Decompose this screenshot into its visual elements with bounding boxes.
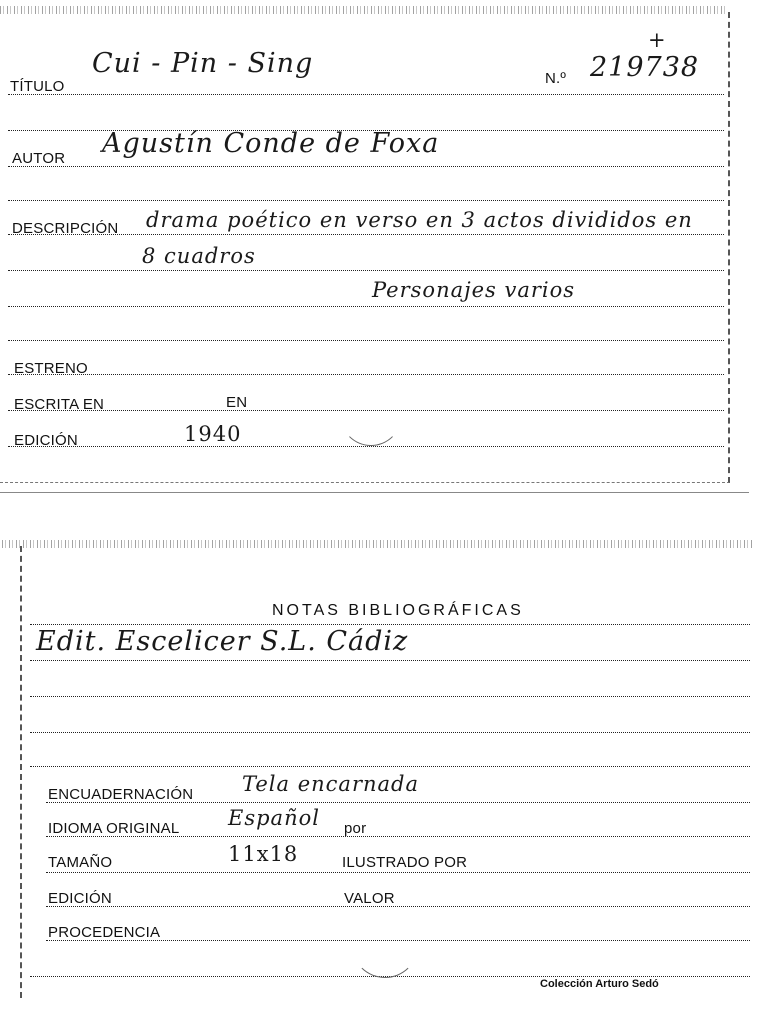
card-divider: [0, 492, 749, 493]
autor-rule: [8, 166, 724, 167]
descripcion-line-3: Personajes varios: [372, 278, 576, 302]
en-label: EN: [226, 394, 248, 411]
notas-rule-4: [30, 732, 750, 733]
rule-6: [8, 270, 724, 271]
rule-8: [8, 340, 724, 341]
edicion-back-rule: [46, 906, 750, 907]
card-back-top-edge: [2, 540, 752, 548]
notas-rule-5: [30, 766, 750, 767]
edicion-value: 1940: [184, 422, 242, 446]
ilustrado-label: ILUSTRADO POR: [342, 854, 468, 871]
idioma-value: Español: [228, 806, 320, 830]
edicion-label: EDICIÓN: [14, 432, 78, 449]
notas-rule-2: [30, 660, 750, 661]
notas-rule-3: [30, 696, 750, 697]
tamano-rule: [46, 872, 750, 873]
escrita-label: ESCRITA EN: [14, 396, 105, 413]
rule-7: [8, 306, 724, 307]
por-label: por: [344, 820, 367, 837]
numero-value: 219738: [590, 52, 700, 83]
tamano-value: 11x18: [228, 842, 299, 866]
card-front: [0, 12, 730, 483]
punch-hole-mark: [340, 384, 402, 446]
descripcion-line-2: 8 cuadros: [142, 244, 256, 268]
card-back: [20, 546, 752, 998]
notas-heading: NOTAS BIBLIOGRÁFICAS: [272, 602, 524, 619]
autor-label: AUTOR: [12, 150, 66, 167]
titulo-rule: [8, 94, 724, 95]
notas-rule-1: [30, 624, 750, 625]
tamano-label: TAMAÑO: [48, 854, 113, 871]
card-top-edge: [0, 6, 728, 14]
autor-value: Agustín Conde de Foxa: [102, 128, 440, 159]
notas-value: Edit. Escelicer S.L. Cádiz: [36, 626, 409, 657]
titulo-label: TÍTULO: [10, 78, 65, 95]
procedencia-label: PROCEDENCIA: [48, 924, 161, 941]
edicion-rule: [8, 446, 724, 447]
encuadernacion-value: Tela encarnada: [242, 772, 419, 796]
plus-mark: +: [648, 28, 667, 52]
descripcion-line-1: drama poético en verso en 3 actos divididos en: [146, 208, 693, 232]
idioma-label: IDIOMA ORIGINAL: [48, 820, 180, 837]
estreno-rule: [8, 374, 724, 375]
edicion-back-label: EDICIÓN: [48, 890, 112, 907]
valor-label: VALOR: [344, 890, 395, 907]
estreno-label: ESTRENO: [14, 360, 88, 377]
rule-4: [8, 200, 724, 201]
punch-hole-mark-back: [352, 914, 418, 978]
numero-label: N.º: [545, 70, 567, 87]
encuadernacion-label: ENCUADERNACIÓN: [48, 786, 194, 803]
titulo-value: Cui - Pin - Sing: [92, 48, 314, 79]
collection-footer: Colección Arturo Sedó: [540, 978, 659, 990]
descripcion-label: DESCRIPCIÓN: [12, 220, 119, 237]
